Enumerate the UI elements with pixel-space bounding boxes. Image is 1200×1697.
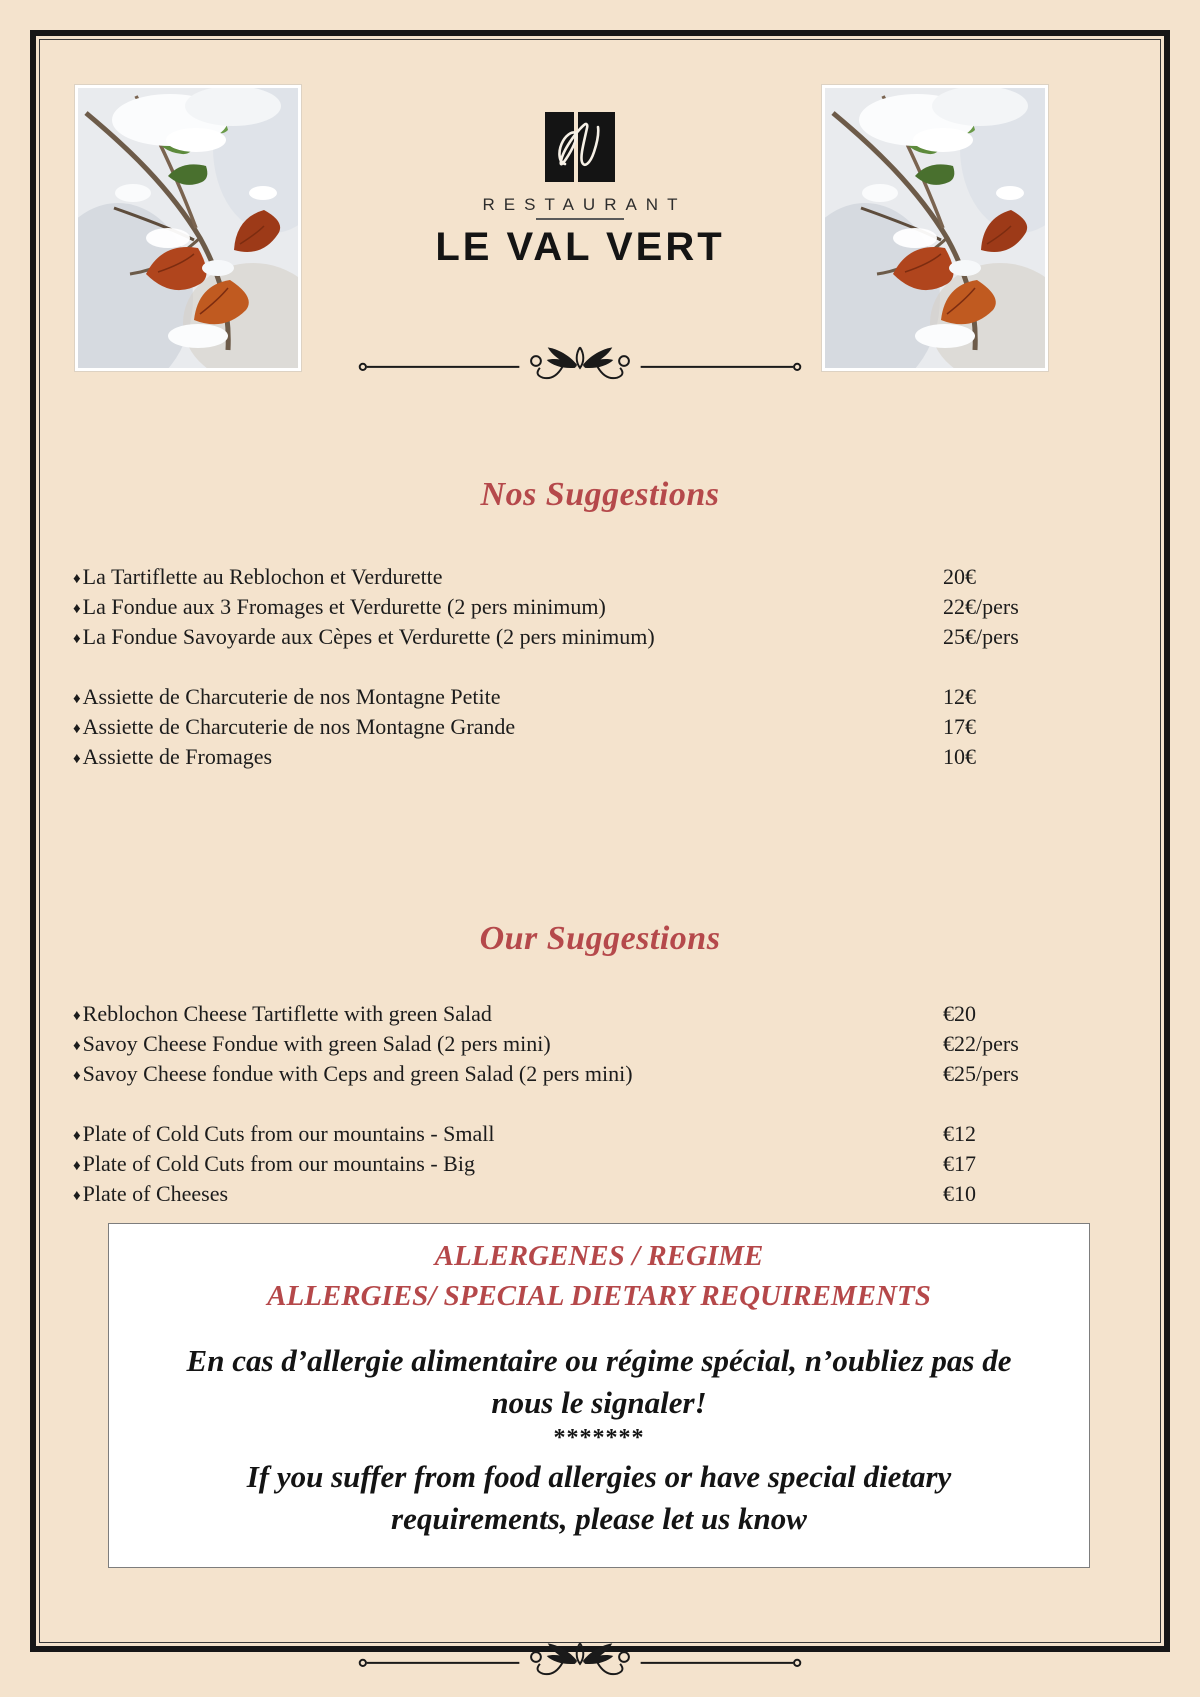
section-title-en: Our Suggestions — [479, 920, 721, 957]
allergen-body-en — [109, 1456, 1089, 1540]
menu-item-name: Savoy Cheese fondue with Ceps and green Salad (2 pers mini) — [82, 1061, 633, 1086]
menu-item-price: €17 — [943, 1151, 976, 1176]
diamond-bullet: ♦ — [73, 571, 81, 587]
menu-item-name: Savoy Cheese Fondue with green Salad (2 pers mini) — [82, 1031, 551, 1056]
diamond-bullet: ♦ — [73, 691, 81, 707]
diamond-bullet: ♦ — [73, 1038, 81, 1054]
menu-item-row — [73, 1000, 1123, 1030]
allergen-fr-line2: nous le signaler! — [491, 1385, 707, 1420]
allergen-title-en: ALLERGIES/ SPECIAL DIETARY REQUIREMENTS — [267, 1280, 931, 1312]
section-title-fr: Nos Suggestions — [480, 476, 720, 513]
diamond-bullet: ♦ — [73, 1128, 81, 1144]
allergen-en-line2: requirements, please let us know — [391, 1501, 807, 1536]
menu-item-price: €20 — [943, 1001, 976, 1026]
menu-item-name: Plate of Cold Cuts from our mountains - Big — [82, 1151, 475, 1176]
menu-item-price: 22€/pers — [943, 594, 1019, 619]
label-underline — [536, 218, 624, 220]
menu-item-row — [73, 1120, 1123, 1150]
menu-item-name: Plate of Cold Cuts from our mountains - Small — [82, 1121, 495, 1146]
diamond-bullet: ♦ — [73, 751, 81, 767]
asterisk-separator: ******* — [553, 1425, 645, 1451]
diamond-bullet: ♦ — [73, 721, 81, 737]
menu-item-price: €10 — [943, 1181, 976, 1206]
menu-item-row — [73, 623, 1123, 653]
menu-item-row — [73, 1180, 1123, 1210]
menu-item-row — [73, 593, 1123, 623]
restaurant-name: LE VAL VERT — [435, 225, 725, 269]
menu-item-name: Plate of Cheeses — [82, 1181, 229, 1206]
menu-item-row — [73, 683, 1123, 713]
allergen-title-fr: ALLERGENES / REGIME — [434, 1240, 764, 1272]
allergen-body-fr — [109, 1340, 1089, 1424]
ornament-divider-bottom — [355, 1636, 805, 1680]
menu-item-name: Assiette de Charcuterie de nos Montagne Grande — [82, 714, 516, 739]
diamond-bullet: ♦ — [73, 1188, 81, 1204]
menu-item-price: €12 — [943, 1121, 976, 1146]
menu-item-row — [73, 713, 1123, 743]
menu-item-row — [73, 743, 1123, 773]
menu-item-name: La Tartiflette au Reblochon et Verdurette — [82, 564, 443, 589]
menu-items-fr — [73, 563, 1123, 773]
brand-monogram-icon — [545, 112, 615, 182]
menu-group — [73, 683, 1123, 773]
menu-item-name: Assiette de Charcuterie de nos Montagne Petite — [82, 684, 501, 709]
menu-item-name: La Fondue aux 3 Fromages et Verdurette (2 pers minimum) — [82, 594, 606, 619]
allergen-titles — [109, 1236, 1089, 1316]
menu-item-price: 20€ — [943, 564, 976, 589]
menu-item-name: Reblochon Cheese Tartiflette with green Salad — [82, 1001, 492, 1026]
menu-group — [73, 1120, 1123, 1210]
menu-item-price: 12€ — [943, 684, 976, 709]
diamond-bullet: ♦ — [73, 601, 81, 617]
menu-item-price: €25/pers — [943, 1061, 1019, 1086]
menu-item-price: 17€ — [943, 714, 976, 739]
menu-item-name: La Fondue Savoyarde aux Cèpes et Verdurette (2 pers minimum) — [82, 624, 655, 649]
diamond-bullet: ♦ — [73, 1158, 81, 1174]
brand-header — [0, 112, 1160, 270]
allergen-fr-line1: En cas d’allergie alimentaire ou régime spécial, n’oubliez pas de — [186, 1343, 1012, 1378]
menu-item-row — [73, 563, 1123, 593]
menu-items-en — [73, 1000, 1123, 1210]
menu-item-price: 10€ — [943, 744, 976, 769]
menu-item-price: 25€/pers — [943, 624, 1019, 649]
ornament-divider-top — [355, 340, 805, 384]
allergen-en-line1: If you suffer from food allergies or have special dietary — [246, 1459, 952, 1494]
menu-item-row — [73, 1030, 1123, 1060]
menu-item-price: €22/pers — [943, 1031, 1019, 1056]
restaurant-label: RESTAURANT — [482, 195, 687, 214]
menu-item-row — [73, 1150, 1123, 1180]
menu-item-row — [73, 1060, 1123, 1090]
allergen-notice-box — [108, 1223, 1090, 1568]
menu-group — [73, 563, 1123, 653]
menu-item-name: Assiette de Fromages — [82, 744, 273, 769]
diamond-bullet: ♦ — [73, 631, 81, 647]
diamond-bullet: ♦ — [73, 1068, 81, 1084]
menu-group — [73, 1000, 1123, 1090]
diamond-bullet: ♦ — [73, 1008, 81, 1024]
